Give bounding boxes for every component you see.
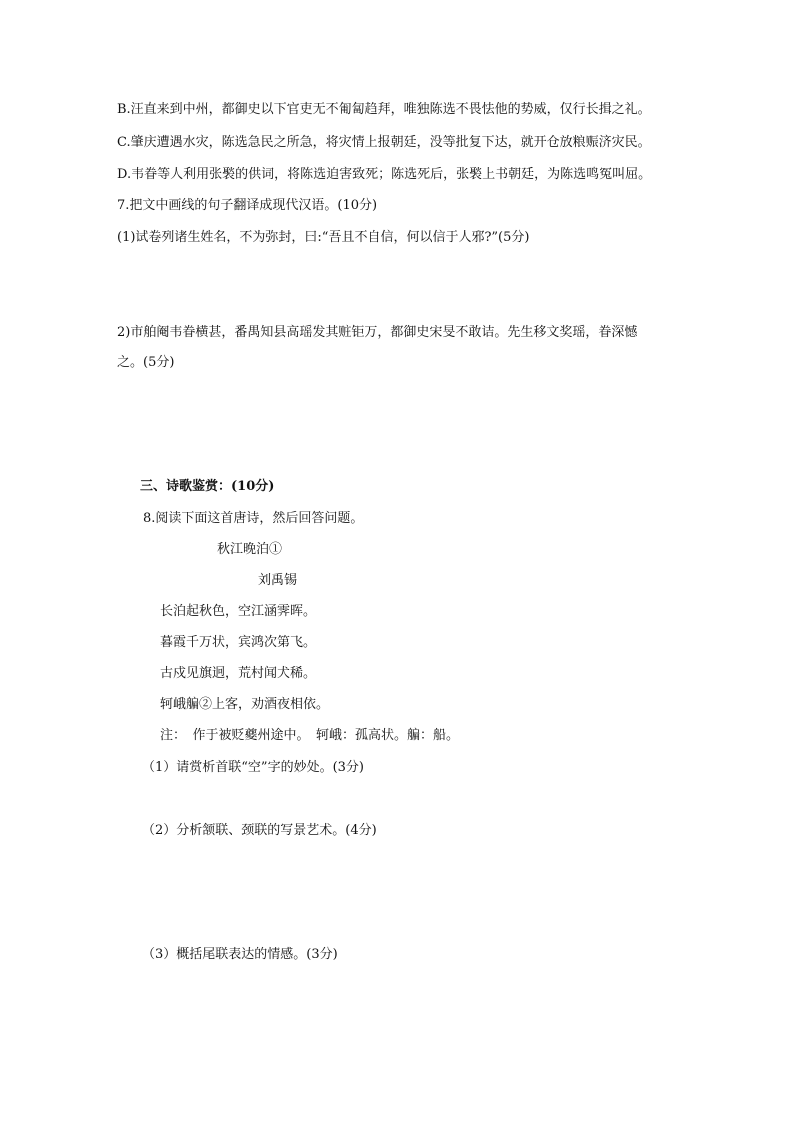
option-d: D.韦眷等人利用张褧的供词，将陈选迫害致死；陈选死后，张褧上书朝廷，为陈选鸣冤叫屈。 (117, 167, 652, 182)
poem-line: 长泊起秋色，空江涵霁晖。 (160, 604, 317, 619)
poem-author: 刘禹锡 (258, 573, 298, 588)
poem-line: 暮霞千万状，宾鸿次第飞。 (160, 635, 317, 650)
poem-line: 轲峨艑②上客，劝酒夜相依。 (160, 697, 330, 712)
question-8-sub1: （1）请赏析首联“空”字的妙处。(3分) (142, 760, 364, 775)
option-b: B.汪直来到中州，都御史以下官吏无不匍匐趋拜，唯独陈选不畏怯他的势威，仅行长揖之礼。 (117, 102, 651, 117)
poem-title: 秋江晚泊① (217, 542, 283, 557)
question-7-sub1: (1)试卷列诸生姓名，不为弥封，曰:“吾且不自信，何以信于人邪?”(5分) (117, 230, 530, 245)
question-8-sub3: （3）概括尾联表达的情感。(3分) (142, 947, 338, 962)
question-7-sub2-line1: 2)市舶阉韦眷横甚，番禺知县高瑶发其赃钜万，都御史宋旻不敢诘。先生移文奖瑶，眷深憾 (117, 325, 638, 340)
option-c: C.肇庆遭遇水灾，陈选急民之所急，将灾情上报朝廷，没等批复下达，就开仓放粮赈济灾民。 (117, 135, 651, 150)
poem-note: 注： 作于被贬夔州途中。 轲峨：孤高状。艑：船。 (160, 728, 460, 743)
poem-line: 古戍见旗迥，荒村闻犬稀。 (160, 666, 317, 681)
section-3-heading: 三、诗歌鉴赏：(10分) (140, 479, 275, 494)
question-8-title: 8.阅读下面这首唐诗，然后回答问题。 (143, 511, 364, 526)
question-7-sub2-line2: 之。(5分) (117, 355, 175, 370)
question-8-sub2: （2）分析颔联、颈联的写景艺术。(4分) (142, 823, 377, 838)
question-7-title: 7.把文中画线的句子翻译成现代汉语。(10分) (117, 198, 378, 213)
